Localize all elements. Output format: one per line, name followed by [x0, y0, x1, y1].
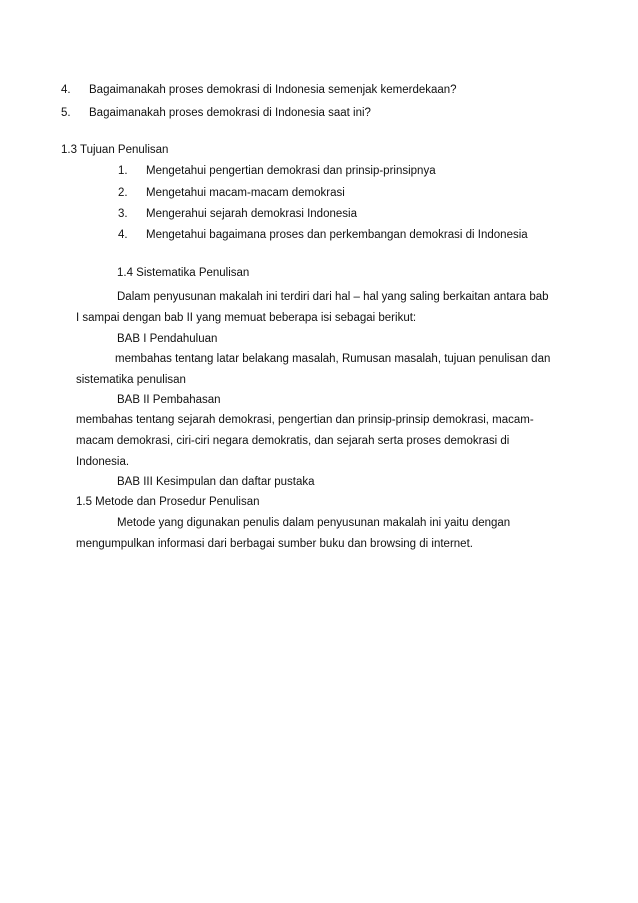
- question-text: Bagaimanakah proses demokrasi di Indonesia semenjak kemerdekaan?: [89, 84, 457, 96]
- section-heading-tujuan: 1.3 Tujuan Penulisan: [61, 144, 169, 156]
- paragraph-line: Metode yang digunakan penulis dalam penyusunan makalah ini yaitu dengan: [117, 517, 511, 529]
- list-item: Mengerahui sejarah demokrasi Indonesia: [146, 208, 357, 220]
- list-item: Mengetahui bagaimana proses dan perkembangan demokrasi di Indonesia: [146, 229, 528, 241]
- list-number: 4.: [118, 229, 128, 241]
- bab-title: BAB III Kesimpulan dan daftar pustaka: [117, 476, 315, 488]
- paragraph-line: sistematika penulisan: [76, 374, 186, 386]
- list-number: 1.: [118, 165, 128, 177]
- bab-title: BAB I Pendahuluan: [117, 333, 218, 345]
- list-item: Mengetahui macam-macam demokrasi: [146, 187, 345, 199]
- paragraph-line: Indonesia.: [76, 456, 130, 468]
- question-number: 5.: [61, 107, 71, 119]
- list-item: Mengetahui pengertian demokrasi dan prinsip-prinsipnya: [146, 165, 436, 177]
- paragraph-line: membahas tentang sejarah demokrasi, pengertian dan prinsip-prinsip demokrasi, macam-: [76, 414, 534, 426]
- section-heading-metode: 1.5 Metode dan Prosedur Penulisan: [76, 496, 260, 508]
- section-heading-sistematika: 1.4 Sistematika Penulisan: [117, 267, 250, 279]
- paragraph-line: mengumpulkan informasi dari berbagai sumber buku dan browsing di internet.: [76, 538, 473, 550]
- question-text: Bagaimanakah proses demokrasi di Indonesia saat ini?: [89, 107, 371, 119]
- paragraph-line: membahas tentang latar belakang masalah, Rumusan masalah, tujuan penulisan dan: [115, 353, 551, 365]
- paragraph-line: macam demokrasi, ciri-ciri negara demokratis, dan sejarah serta proses demokrasi di: [76, 435, 510, 447]
- paragraph-line: I sampai dengan bab II yang memuat beberapa isi sebagai berikut:: [76, 312, 417, 324]
- list-number: 2.: [118, 187, 128, 199]
- list-number: 3.: [118, 208, 128, 220]
- paragraph-line: Dalam penyusunan makalah ini terdiri dari hal – hal yang saling berkaitan antara bab: [117, 291, 549, 303]
- bab-title: BAB II Pembahasan: [117, 394, 221, 406]
- question-number: 4.: [61, 84, 71, 96]
